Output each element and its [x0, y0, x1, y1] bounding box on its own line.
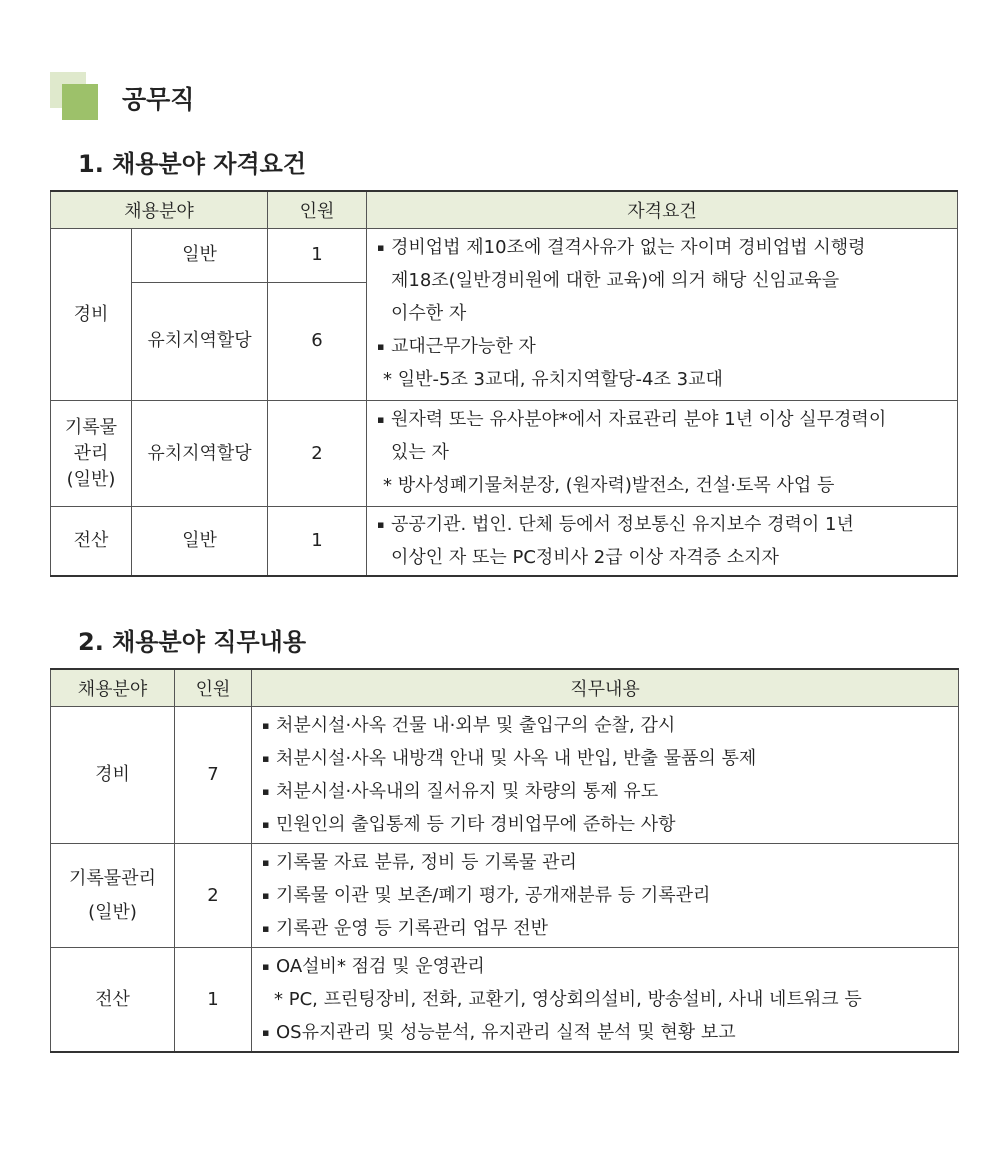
- header-requirements: 자격요건: [367, 191, 958, 229]
- req-line: 교대근무가능한 자: [391, 336, 536, 357]
- table-header-row: [51, 191, 958, 229]
- requirements-security: [367, 229, 958, 401]
- bullet-icon: ▪: [262, 719, 270, 732]
- duties-it: [252, 948, 959, 1053]
- header-count: 인원: [175, 669, 252, 707]
- table-row: [51, 707, 959, 844]
- field-line: 관리: [73, 442, 109, 464]
- count-records: 2: [268, 401, 367, 507]
- req-line: 있는 자: [391, 442, 449, 463]
- header-field: 채용분야: [51, 669, 175, 707]
- field-it: 전산: [51, 507, 132, 577]
- subfield-local: 유치지역할당: [132, 282, 268, 400]
- field-records: [51, 401, 132, 507]
- field-records: [51, 844, 175, 948]
- duty-line: 처분시설·사옥 건물 내·외부 및 출입구의 순찰, 감시: [276, 715, 676, 736]
- table-row: [51, 948, 959, 1053]
- duty-line: 기록관 운영 등 기록관리 업무 전반: [276, 918, 549, 939]
- duty-line: 처분시설·사옥 내방객 안내 및 사옥 내 반입, 반출 물품의 통제: [276, 748, 757, 769]
- subfield-general: 일반: [132, 507, 268, 577]
- field-line: (일반): [88, 901, 137, 923]
- req-line: 경비업법 제10조에 결격사유가 없는 자이며 경비업법 시행령: [391, 237, 866, 258]
- duties-records: [252, 844, 959, 948]
- field-security: 경비: [51, 707, 175, 844]
- bullet-icon: ▪: [377, 340, 385, 353]
- heading-qualifications: 1. 채용분야 자격요건: [78, 150, 306, 178]
- subfield-local: 유치지역할당: [132, 401, 268, 507]
- duties-security: [252, 707, 959, 844]
- bullet-icon: ▪: [262, 818, 270, 831]
- requirements-records: [367, 401, 958, 507]
- field-security: 경비: [51, 229, 132, 401]
- req-line: 원자력 또는 유사분야*에서 자료관리 분야 1년 이상 실무경력이: [391, 409, 887, 430]
- req-line: 제18조(일반경비원에 대한 교육)에 의거 해당 신임교육을: [391, 270, 840, 291]
- req-note: * 일반-5조 3교대, 유치지역할당-4조 3교대: [383, 369, 723, 390]
- header-duties: 직무내용: [252, 669, 959, 707]
- bullet-icon: ▪: [262, 785, 270, 798]
- duty-line: OA설비* 점검 및 운영관리: [276, 956, 485, 977]
- bullet-icon: ▪: [262, 752, 270, 765]
- count-it: 1: [175, 948, 252, 1053]
- duty-line: 민원인의 출입통제 등 기타 경비업무에 준하는 사항: [276, 814, 676, 835]
- count-security-general: 1: [268, 229, 367, 283]
- table-row: [51, 401, 958, 507]
- bullet-icon: ▪: [377, 518, 385, 531]
- bullet-icon: ▪: [262, 1026, 270, 1039]
- table-row: [51, 507, 958, 577]
- duty-line: 기록물 자료 분류, 정비 등 기록물 관리: [276, 852, 577, 873]
- bullet-icon: ▪: [262, 889, 270, 902]
- section-title: 공무직: [122, 85, 195, 114]
- field-line: 기록물: [64, 416, 118, 438]
- bullet-icon: ▪: [377, 241, 385, 254]
- heading-duties: 2. 채용분야 직무내용: [78, 628, 306, 656]
- duty-note: * PC, 프린팅장비, 전화, 교환기, 영상회의설비, 방송설비, 사내 네트워크 등: [274, 989, 862, 1010]
- field-line: (일반): [66, 468, 116, 490]
- requirements-it: [367, 507, 958, 577]
- qualifications-table: [50, 190, 958, 577]
- req-line: 공공기관. 법인. 단체 등에서 정보통신 유지보수 경력이 1년: [391, 514, 854, 535]
- section-marker-dark: [62, 84, 98, 120]
- count-security: 7: [175, 707, 252, 844]
- duty-line: 처분시설·사옥내의 질서유지 및 차량의 통제 유도: [276, 781, 659, 802]
- duty-line: 기록물 이관 및 보존/폐기 평가, 공개재분류 등 기록관리: [276, 885, 711, 906]
- field-line: 기록물관리: [69, 867, 156, 889]
- bullet-icon: ▪: [262, 960, 270, 973]
- bullet-icon: ▪: [262, 856, 270, 869]
- table-row: [51, 844, 959, 948]
- bullet-icon: ▪: [262, 922, 270, 935]
- bullet-icon: ▪: [377, 413, 385, 426]
- duties-table: [50, 668, 959, 1053]
- req-line: 이수한 자: [391, 303, 467, 324]
- count-security-local: 6: [268, 282, 367, 400]
- table-header-row: [51, 669, 959, 707]
- table-row: [51, 229, 958, 283]
- req-note: * 방사성폐기물처분장, (원자력)발전소, 건설·토목 사업 등: [383, 475, 835, 496]
- count-it: 1: [268, 507, 367, 577]
- header-count: 인원: [268, 191, 367, 229]
- header-field: 채용분야: [51, 191, 268, 229]
- subfield-general: 일반: [132, 229, 268, 283]
- duty-line: OS유지관리 및 성능분석, 유지관리 실적 분석 및 현황 보고: [276, 1022, 736, 1043]
- count-records: 2: [175, 844, 252, 948]
- field-it: 전산: [51, 948, 175, 1053]
- req-line: 이상인 자 또는 PC정비사 2급 이상 자격증 소지자: [391, 547, 779, 568]
